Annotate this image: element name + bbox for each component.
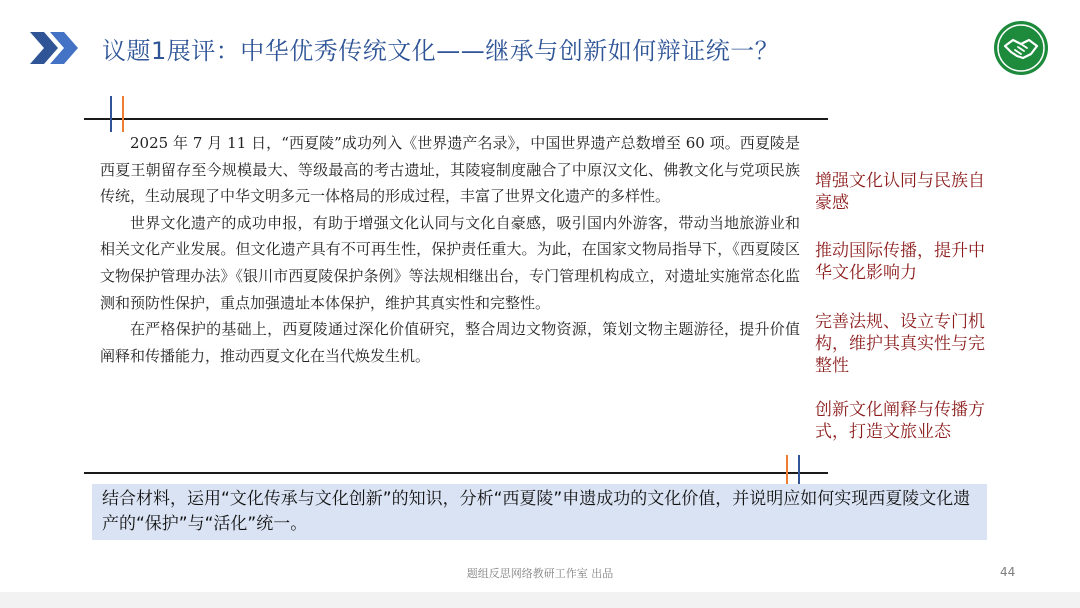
double-chevron-right-icon [30,28,86,68]
material-paragraph: 世界文化遗产的成功申报，有助于增强文化认同与文化自豪感，吸引国内外游客，带动当地旅游业和相关文化产业发展。但文化遗产具有不可再生性，保护责任重大。为此，在国家文物局指导下，《西夏陵区文物保护管理办法》《银川市西夏陵保护条例》等法规相继出台，专门管理机构成立，对遗址实施常态化监测和预防性保护，重点加强遗址本体保护，维护其真实性和完整性。 [100,213,800,312]
annotation-note: 完善法规、设立专门机构，维护其真实性与完整性 [815,312,985,376]
material-bottom-rule [84,472,828,474]
bottom-band [0,592,1080,608]
material-top-rule [84,118,828,120]
annotation-note: 创新文化阐释与传播方式，打造文旅业态 [815,400,985,442]
question-box: 结合材料，运用“文化传承与文化创新”的知识，分析“西夏陵”申遗成功的文化价值，并说明应如何实现西夏陵文化遗产的“保护”与“活化”统一。 [92,484,987,540]
material-paragraph: 在严格保护的基础上，西夏陵通过深化价值研究，整合周边文物资源，策划文物主题游径，提升价值阐释和传播能力，推动西夏文化在当代焕发生机。 [100,320,800,365]
annotation-note: 增强文化认同与民族自豪感 [815,171,985,213]
decor-bar-orange [122,96,124,132]
decor-bar-blue [798,455,800,485]
material-text [100,130,800,369]
decor-bar-orange [786,455,788,485]
page-number: 44 [1000,565,1016,579]
slide-title: 议题1展评：中华优秀传统文化——继承与创新如何辩证统一？ [102,36,780,65]
title-row [30,24,779,72]
footer-credit: 题组反思网络教研工作室 出品 [466,567,614,580]
material-paragraph: 2025 年 7 月 11 日，“西夏陵”成功列入《世界遗产名录》，中国世界遗产总数增至 60 项。西夏陵是西夏王朝留存至今规模最大、等级最高的考古遗址，其陵寝制度融合了中原汉文化、佛教文化与党项民族传统，生动展现了中华文明多元一体格局的形成过程，丰富了世界文化遗产的多样性。 [100,134,800,206]
decor-bar-blue [110,96,112,132]
handshake-logo-icon [993,20,1049,76]
annotation-note: 推动国际传播，提升中华文化影响力 [815,241,985,283]
